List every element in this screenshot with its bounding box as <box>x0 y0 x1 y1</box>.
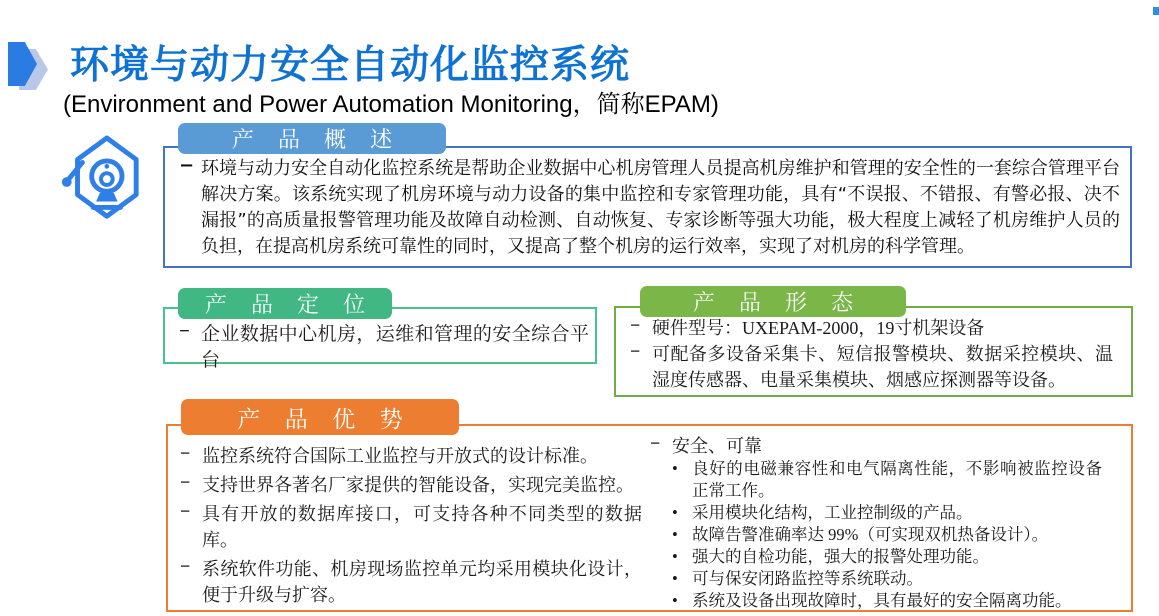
overview-section-header: 产 品 概 述 <box>178 123 446 154</box>
dash-bullet: − <box>180 443 191 463</box>
advantage-sub-item <box>650 458 1102 502</box>
overview-box <box>163 146 1132 268</box>
advantage-right-column <box>650 434 1102 612</box>
dot-bullet: • <box>672 503 678 522</box>
advantage-sub-item-text: 采用模块化结构，工业控制级的产品。 <box>692 503 973 522</box>
dot-bullet: • <box>672 547 678 566</box>
advantage-group-title-item <box>650 434 1102 458</box>
page-subtitle: (Environment and Power Automation Monitoring，简称EPAM) <box>63 91 719 118</box>
form-item-text: 可配备多设备采集卡、短信报警模块、数据采控模块、温湿度传感器、电量采集模块、烟感应探测器等设备。 <box>652 344 1113 390</box>
dash-bullet: − <box>630 315 641 335</box>
advantage-sub-item-text: 可与保安闭路监控等系统联动。 <box>692 569 923 588</box>
dash-bullet: − <box>180 501 191 521</box>
dash-bullet: − <box>650 433 661 453</box>
form-item <box>630 315 1113 341</box>
dot-bullet: • <box>672 459 678 478</box>
hexagon-webcam-icon <box>56 130 144 234</box>
positioning-section-header: 产 品 定 位 <box>178 288 392 319</box>
advantage-sub-item-text: 系统及设备出现故障时，具有最好的安全隔离功能。 <box>692 591 1072 610</box>
advantage-sub-item <box>650 568 1102 590</box>
positioning-text: 企业数据中心机房，运维和管理的安全综合平台 <box>201 324 589 371</box>
dash-bullet: − <box>630 341 641 361</box>
dot-bullet: • <box>672 591 678 610</box>
advantage-section-header: 产 品 优 势 <box>181 399 459 435</box>
advantage-item-text: 具有开放的数据库接口，可支持各种不同类型的数据库。 <box>202 504 642 550</box>
advantage-sub-item-text: 强大的自检功能，强大的报警处理功能。 <box>692 547 989 566</box>
advantage-sub-item <box>650 524 1102 546</box>
advantage-left-column <box>180 443 646 611</box>
advantage-group-title: 安全、可靠 <box>672 436 762 456</box>
dash-bullet: − <box>179 321 190 342</box>
advantage-sub-item-text: 良好的电磁兼容性和电气隔离性能，不影响被监控设备正常工作。 <box>692 459 1102 500</box>
dash-bullet: − <box>180 556 191 576</box>
dot-bullet: • <box>672 525 678 544</box>
overview-paragraph: 环境与动力安全自动化监控系统是帮助企业数据中心机房管理人员提高机房维护和管理的安全性的一套综合管理平台解决方案。该系统实现了机房环境与动力设备的集中监控和专家管理功能，具有“不误报、不错报、有警必报、决不漏报”的高质量报警管理功能及故障自动检测、自动恢复、专家诊断等强大功能，极大程度上减轻了机房维护人员的负担，在提高机房系统可靠性的同时，又提高了整个机房的运行效率，实现了对机房的科学管理。 <box>201 158 1120 257</box>
edge-clipped-decor <box>1153 7 1159 15</box>
advantage-item <box>180 443 646 469</box>
form-item <box>630 341 1113 393</box>
advantage-item <box>180 556 646 608</box>
advantage-item-text: 监控系统符合国际工业监控与开放式的设计标准。 <box>202 446 598 466</box>
advantage-sub-item <box>650 590 1102 612</box>
dash-bullet: − <box>179 155 195 176</box>
form-item-text: 硬件型号：UXEPAM-2000，19寸机架设备 <box>652 318 985 338</box>
advantage-item <box>180 501 646 553</box>
page-title: 环境与动力安全自动化监控系统 <box>70 44 631 87</box>
dash-bullet: − <box>180 472 191 492</box>
positioning-item <box>179 322 589 374</box>
title-arrow-bullet-icon <box>8 42 58 88</box>
dot-bullet: • <box>672 569 678 588</box>
advantage-item <box>180 472 646 498</box>
advantage-sub-item-text: 故障告警准确率达 99%（可实现双机热备设计）。 <box>692 525 1049 544</box>
advantage-sub-item <box>650 502 1102 524</box>
advantage-box <box>166 424 1133 612</box>
form-box <box>614 306 1133 397</box>
advantage-item-text: 支持世界各著名厂家提供的智能设备，实现完美监控。 <box>202 475 634 495</box>
advantage-sub-item <box>650 546 1102 568</box>
overview-paragraph-item <box>179 156 1120 260</box>
advantage-item-text: 系统软件功能、机房现场监控单元均采用模块化设计，便于升级与扩容。 <box>202 559 642 605</box>
form-section-header: 产 品 形 态 <box>640 286 906 317</box>
